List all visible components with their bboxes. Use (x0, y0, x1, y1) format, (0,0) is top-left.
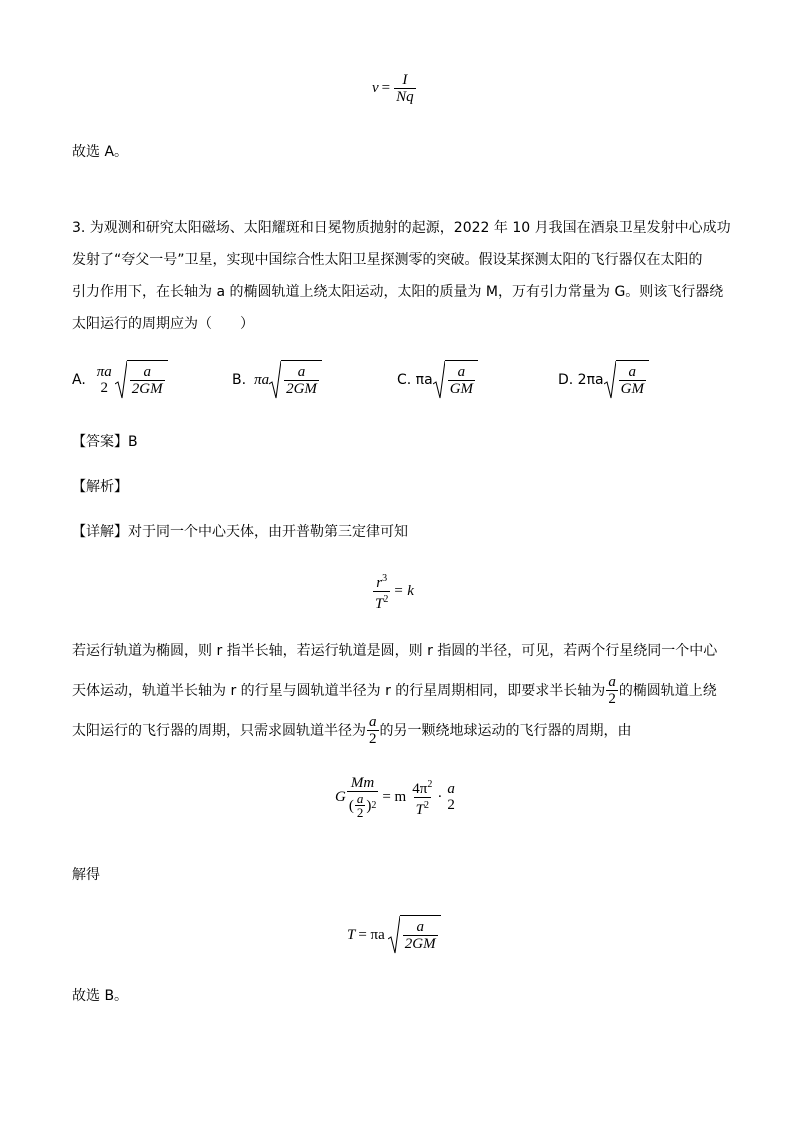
option-a-prefactor (95, 364, 114, 396)
paragraph-line-3 (72, 714, 632, 747)
option-c-label: C. πa (397, 372, 433, 388)
paragraph-line-3-text-b: 的另一颗绕地球运动的飞行器的周期，由 (379, 722, 632, 739)
radical-sign-icon (433, 360, 445, 400)
option-c-rad-den: GM (449, 381, 474, 397)
eq-t-rad-num: a (416, 919, 424, 935)
option-d-rad-den: GM (620, 381, 644, 397)
radical-sign-icon (269, 360, 281, 400)
question-3-line-3: 引力作用下，在长轴为 a 的椭圆轨道上绕太阳运动，太阳的质量为 M，万有引力常量为 G。则该飞行器绕 (72, 284, 724, 300)
option-b-label: B. (232, 372, 247, 388)
option-d-label: D. 2πa (558, 372, 604, 388)
paragraph-line-2-frac-num: a (608, 674, 616, 690)
option-a-rad-den: 2GM (131, 381, 163, 397)
eq-grav-den-den: 2 (356, 805, 364, 820)
paragraph-line-3-frac-num: a (369, 714, 377, 730)
equation-period (347, 915, 441, 955)
radical-sign-icon (388, 915, 400, 955)
paragraph-line-2 (72, 674, 717, 707)
option-b (232, 360, 322, 400)
paragraph-line-2-fraction (606, 674, 618, 707)
radical-sign-icon (115, 360, 127, 400)
eq-kepler-rhs: = k (393, 583, 414, 599)
answer-line: 【答案】B (72, 434, 138, 450)
detail-line: 【详解】对于同一个中心天体，由开普勒第三定律可知 (72, 524, 408, 540)
eq-grav-f2-den-exp: 2 (423, 799, 429, 811)
equation-velocity (372, 72, 417, 105)
option-b-radical (269, 360, 322, 400)
eq-v-denominator: Nq (396, 89, 414, 105)
eq-t-equals: = πa (358, 926, 385, 943)
paragraph-line-1: 若运行轨道为椭圆，则 r 指半长轴，若运行轨道是圆，则 r 指圆的半径，可见，若两个行星绕同一个中心 (72, 643, 718, 659)
solve-line: 解得 (72, 867, 100, 883)
eq-v-lhs: v (372, 80, 379, 96)
question-3-line-2: 发射了“夸父一号”卫星，实现中国综合性太阳卫星探测零的突破。假设某探测太阳的飞行器仅在太阳的 (72, 252, 703, 268)
equation-kepler (372, 571, 414, 612)
eq-t-lhs: T (347, 926, 356, 943)
option-a-rad-num: a (143, 364, 151, 380)
eq-grav-f2-num: 4π (412, 780, 428, 797)
option-d (558, 360, 649, 400)
eq-grav-fraction-1 (347, 775, 379, 819)
option-c (397, 360, 478, 400)
paragraph-line-3-frac-den: 2 (369, 731, 377, 747)
paragraph-line-3-fraction (367, 714, 379, 747)
eq-kepler-den-exp: 2 (383, 594, 389, 605)
paragraph-line-3-text-a: 太阳运行的飞行器的周期，只需求圆轨道半径为 (72, 722, 366, 739)
question-3-line-1: 3. 为观测和研究太阳磁场、太阳耀斑和日冕物质抛射的起源，2022 年 10 月我国在酒泉卫星发射中心成功 (72, 220, 731, 236)
option-c-radical (433, 360, 478, 400)
option-a-radical (115, 360, 168, 400)
paragraph-line-2-frac-den: 2 (608, 691, 616, 707)
eq-grav-den-exp: 2 (371, 799, 377, 811)
analysis-heading: 【解析】 (72, 479, 128, 495)
paragraph-line-2-text-b: 的椭圆轨道上绕 (618, 682, 717, 699)
eq-grav-fraction-2 (410, 777, 434, 818)
radical-sign-icon (604, 360, 616, 400)
eq-grav-f3-den: 2 (447, 797, 455, 813)
eq-kepler-den: T (375, 596, 384, 612)
eq-grav-den: ( $\frac{a}{2}$ ) 2 (348, 791, 377, 820)
eq-kepler-num-exp: 3 (382, 573, 388, 584)
eq-v-numerator: I (402, 72, 408, 88)
option-a-label: A. (72, 372, 86, 388)
option-d-rad-num: a (628, 364, 637, 380)
eq-grav-num: Mm (350, 775, 375, 791)
eq-grav-f3-num: a (447, 781, 455, 797)
eq-grav-f2-num-exp: 2 (427, 778, 433, 790)
eq-v-fraction (394, 72, 416, 105)
option-b-rad-num: a (297, 364, 306, 380)
paragraph-line-2-text-a: 天体运动，轨道半长轴为 r 的行星与圆轨道半径为 r 的行星周期相同，即要求半长轴为 (72, 682, 606, 699)
option-b-rad-den: 2GM (286, 381, 317, 397)
eq-grav-fraction-3 (445, 781, 457, 813)
eq-grav-g: G (335, 788, 346, 805)
option-d-radical (604, 360, 649, 400)
eq-t-rad-den: 2GM (404, 936, 436, 952)
eq-grav-f2-den: T (415, 801, 424, 818)
eq-v-equals: = (381, 80, 391, 96)
eq-grav-dot: · (437, 788, 443, 805)
option-a (72, 360, 168, 400)
eq-kepler-fraction (373, 571, 390, 612)
eq-kepler-num: r (376, 575, 383, 591)
equation-gravitation (335, 775, 458, 819)
eq-t-radical (388, 915, 441, 955)
question-3-line-4: 太阳运行的周期应为（ ） (72, 316, 254, 332)
option-a-prefactor-den: 2 (100, 380, 109, 396)
eq-grav-den-num: a (356, 791, 364, 806)
option-c-rad-num: a (457, 364, 466, 380)
option-a-prefactor-num: πa (96, 364, 112, 380)
option-b-prefactor: πa (254, 371, 270, 388)
choose-b-line: 故选 B。 (72, 988, 129, 1004)
choose-a-line: 故选 A。 (72, 144, 129, 160)
eq-grav-equals: = m (382, 788, 407, 805)
